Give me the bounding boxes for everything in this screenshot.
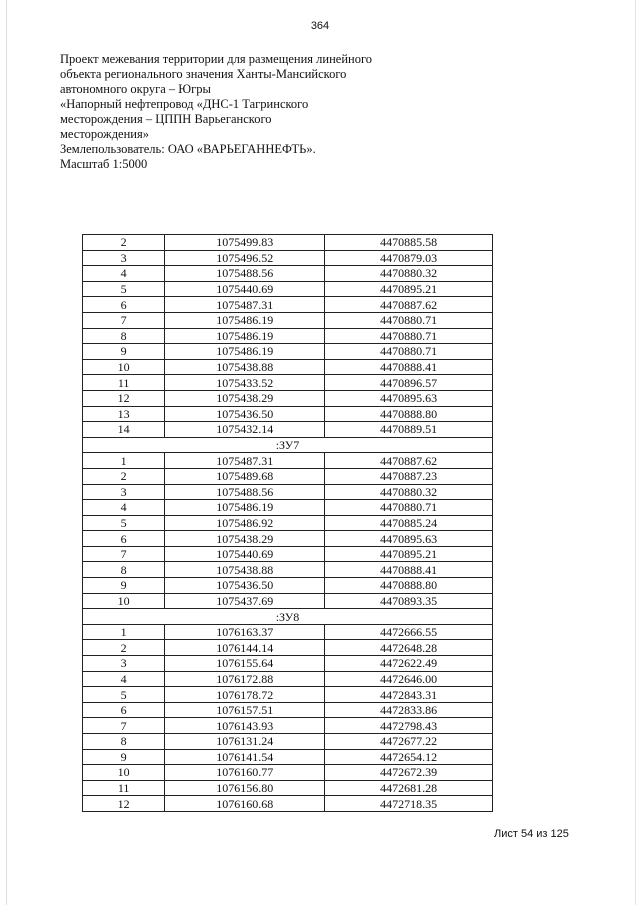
table-row xyxy=(83,281,493,297)
y-coordinate-cell: 4470888.80 xyxy=(325,406,493,422)
y-coordinate-cell: 4470880.71 xyxy=(325,328,493,344)
y-coordinate-cell: 4472677.22 xyxy=(325,734,493,750)
x-coordinate-cell: 1075486.19 xyxy=(165,328,325,344)
table-row xyxy=(83,718,493,734)
x-coordinate-cell: 1076157.51 xyxy=(165,702,325,718)
table-row xyxy=(83,406,493,422)
table-row xyxy=(83,297,493,313)
table-row xyxy=(83,328,493,344)
table-row xyxy=(83,593,493,609)
y-coordinate-cell: 4472646.00 xyxy=(325,671,493,687)
y-coordinate-cell: 4470880.71 xyxy=(325,344,493,360)
point-number-cell: 2 xyxy=(83,640,165,656)
point-number-cell: 2 xyxy=(83,468,165,484)
x-coordinate-cell: 1076156.80 xyxy=(165,780,325,796)
y-coordinate-cell: 4472654.12 xyxy=(325,749,493,765)
header-line: Землепользователь: ОАО «ВАРЬЕГАННЕФТЬ». xyxy=(60,142,316,156)
table-row xyxy=(83,515,493,531)
y-coordinate-cell: 4470885.58 xyxy=(325,235,493,251)
point-number-cell: 13 xyxy=(83,406,165,422)
x-coordinate-cell: 1075436.50 xyxy=(165,578,325,594)
y-coordinate-cell: 4470895.63 xyxy=(325,390,493,406)
point-number-cell: 8 xyxy=(83,562,165,578)
x-coordinate-cell: 1075436.50 xyxy=(165,406,325,422)
table-row xyxy=(83,687,493,703)
point-number-cell: 14 xyxy=(83,422,165,438)
y-coordinate-cell: 4470888.80 xyxy=(325,578,493,594)
point-number-cell: 7 xyxy=(83,312,165,328)
point-number-cell: 9 xyxy=(83,749,165,765)
table-row xyxy=(83,484,493,500)
section-title: :ЗУ8 xyxy=(83,609,493,625)
table-row xyxy=(83,702,493,718)
point-number-cell: 10 xyxy=(83,765,165,781)
point-number-cell: 5 xyxy=(83,281,165,297)
table-row xyxy=(83,624,493,640)
point-number-cell: 6 xyxy=(83,297,165,313)
table-row xyxy=(83,422,493,438)
scan-edge-right xyxy=(635,0,636,905)
section-header-row xyxy=(83,437,493,453)
x-coordinate-cell: 1075438.88 xyxy=(165,359,325,375)
y-coordinate-cell: 4472833.86 xyxy=(325,702,493,718)
point-number-cell: 10 xyxy=(83,359,165,375)
x-coordinate-cell: 1076143.93 xyxy=(165,718,325,734)
header-line: месторождения» xyxy=(60,127,149,141)
point-number-cell: 6 xyxy=(83,531,165,547)
y-coordinate-cell: 4470887.23 xyxy=(325,468,493,484)
table-row xyxy=(83,749,493,765)
table-row xyxy=(83,500,493,516)
x-coordinate-cell: 1075487.31 xyxy=(165,297,325,313)
scan-edge-left xyxy=(6,0,7,905)
x-coordinate-cell: 1075440.69 xyxy=(165,281,325,297)
point-number-cell: 8 xyxy=(83,734,165,750)
y-coordinate-cell: 4472681.28 xyxy=(325,780,493,796)
point-number-cell: 12 xyxy=(83,796,165,812)
y-coordinate-cell: 4470895.63 xyxy=(325,531,493,547)
point-number-cell: 1 xyxy=(83,624,165,640)
table-row xyxy=(83,640,493,656)
x-coordinate-cell: 1075486.19 xyxy=(165,312,325,328)
y-coordinate-cell: 4472672.39 xyxy=(325,765,493,781)
x-coordinate-cell: 1075487.31 xyxy=(165,453,325,469)
y-coordinate-cell: 4472666.55 xyxy=(325,624,493,640)
table-row xyxy=(83,531,493,547)
table-row xyxy=(83,656,493,672)
point-number-cell: 7 xyxy=(83,546,165,562)
section-header-row xyxy=(83,609,493,625)
point-number-cell: 6 xyxy=(83,702,165,718)
point-number-cell: 8 xyxy=(83,328,165,344)
y-coordinate-cell: 4472648.28 xyxy=(325,640,493,656)
x-coordinate-cell: 1076172.88 xyxy=(165,671,325,687)
y-coordinate-cell: 4472798.43 xyxy=(325,718,493,734)
y-coordinate-cell: 4470879.03 xyxy=(325,250,493,266)
header-line: Масштаб 1:5000 xyxy=(60,157,148,171)
x-coordinate-cell: 1076160.68 xyxy=(165,796,325,812)
point-number-cell: 11 xyxy=(83,780,165,796)
y-coordinate-cell: 4470880.32 xyxy=(325,484,493,500)
table-row xyxy=(83,344,493,360)
table-row xyxy=(83,671,493,687)
x-coordinate-cell: 1075438.29 xyxy=(165,390,325,406)
table-row xyxy=(83,780,493,796)
table-row xyxy=(83,734,493,750)
point-number-cell: 11 xyxy=(83,375,165,391)
point-number-cell: 1 xyxy=(83,453,165,469)
x-coordinate-cell: 1076131.24 xyxy=(165,734,325,750)
table-row xyxy=(83,359,493,375)
point-number-cell: 9 xyxy=(83,344,165,360)
point-number-cell: 3 xyxy=(83,250,165,266)
table-row xyxy=(83,578,493,594)
point-number-cell: 5 xyxy=(83,515,165,531)
y-coordinate-cell: 4472843.31 xyxy=(325,687,493,703)
point-number-cell: 4 xyxy=(83,671,165,687)
y-coordinate-cell: 4470895.21 xyxy=(325,546,493,562)
y-coordinate-cell: 4470895.21 xyxy=(325,281,493,297)
x-coordinate-cell: 1076178.72 xyxy=(165,687,325,703)
coordinates-table-body xyxy=(83,235,493,812)
y-coordinate-cell: 4470893.35 xyxy=(325,593,493,609)
table-row xyxy=(83,266,493,282)
table-row xyxy=(83,453,493,469)
point-number-cell: 3 xyxy=(83,656,165,672)
x-coordinate-cell: 1075488.56 xyxy=(165,266,325,282)
x-coordinate-cell: 1076160.77 xyxy=(165,765,325,781)
y-coordinate-cell: 4470888.41 xyxy=(325,359,493,375)
point-number-cell: 4 xyxy=(83,266,165,282)
y-coordinate-cell: 4470887.62 xyxy=(325,297,493,313)
x-coordinate-cell: 1075486.92 xyxy=(165,515,325,531)
x-coordinate-cell: 1075489.68 xyxy=(165,468,325,484)
x-coordinate-cell: 1075496.52 xyxy=(165,250,325,266)
header-line: месторождения – ЦППН Варьеганского xyxy=(60,112,272,126)
y-coordinate-cell: 4470880.71 xyxy=(325,500,493,516)
page-number: 364 xyxy=(310,20,330,32)
point-number-cell: 10 xyxy=(83,593,165,609)
y-coordinate-cell: 4470880.32 xyxy=(325,266,493,282)
point-number-cell: 12 xyxy=(83,390,165,406)
table-row xyxy=(83,796,493,812)
x-coordinate-cell: 1075433.52 xyxy=(165,375,325,391)
x-coordinate-cell: 1075440.69 xyxy=(165,546,325,562)
document-header xyxy=(60,52,380,172)
x-coordinate-cell: 1075438.29 xyxy=(165,531,325,547)
y-coordinate-cell: 4470880.71 xyxy=(325,312,493,328)
table-row xyxy=(83,312,493,328)
table-row xyxy=(83,468,493,484)
coordinates-table xyxy=(82,234,493,812)
table-row xyxy=(83,765,493,781)
x-coordinate-cell: 1075488.56 xyxy=(165,484,325,500)
header-line: автономного округа – Югры xyxy=(60,82,211,96)
y-coordinate-cell: 4472718.35 xyxy=(325,796,493,812)
point-number-cell: 3 xyxy=(83,484,165,500)
point-number-cell: 9 xyxy=(83,578,165,594)
section-title: :ЗУ7 xyxy=(83,437,493,453)
header-line: Проект межевания территории для размещения линейного xyxy=(60,52,373,66)
x-coordinate-cell: 1075486.19 xyxy=(165,500,325,516)
x-coordinate-cell: 1075432.14 xyxy=(165,422,325,438)
table-row xyxy=(83,235,493,251)
x-coordinate-cell: 1076155.64 xyxy=(165,656,325,672)
header-line: объекта регионального значения Ханты-Мансийского xyxy=(60,67,347,81)
x-coordinate-cell: 1076141.54 xyxy=(165,749,325,765)
header-line: «Напорный нефтепровод «ДНС-1 Тагринского xyxy=(60,97,309,111)
table-row xyxy=(83,546,493,562)
x-coordinate-cell: 1075486.19 xyxy=(165,344,325,360)
y-coordinate-cell: 4470889.51 xyxy=(325,422,493,438)
y-coordinate-cell: 4470896.57 xyxy=(325,375,493,391)
y-coordinate-cell: 4470885.24 xyxy=(325,515,493,531)
x-coordinate-cell: 1075437.69 xyxy=(165,593,325,609)
x-coordinate-cell: 1076144.14 xyxy=(165,640,325,656)
y-coordinate-cell: 4470888.41 xyxy=(325,562,493,578)
point-number-cell: 5 xyxy=(83,687,165,703)
y-coordinate-cell: 4470887.62 xyxy=(325,453,493,469)
point-number-cell: 7 xyxy=(83,718,165,734)
point-number-cell: 2 xyxy=(83,235,165,251)
table-row xyxy=(83,250,493,266)
x-coordinate-cell: 1076163.37 xyxy=(165,624,325,640)
point-number-cell: 4 xyxy=(83,500,165,516)
table-row xyxy=(83,375,493,391)
table-row xyxy=(83,562,493,578)
x-coordinate-cell: 1075438.88 xyxy=(165,562,325,578)
table-row xyxy=(83,390,493,406)
sheet-label: Лист 54 из 125 xyxy=(494,828,569,840)
y-coordinate-cell: 4472622.49 xyxy=(325,656,493,672)
x-coordinate-cell: 1075499.83 xyxy=(165,235,325,251)
